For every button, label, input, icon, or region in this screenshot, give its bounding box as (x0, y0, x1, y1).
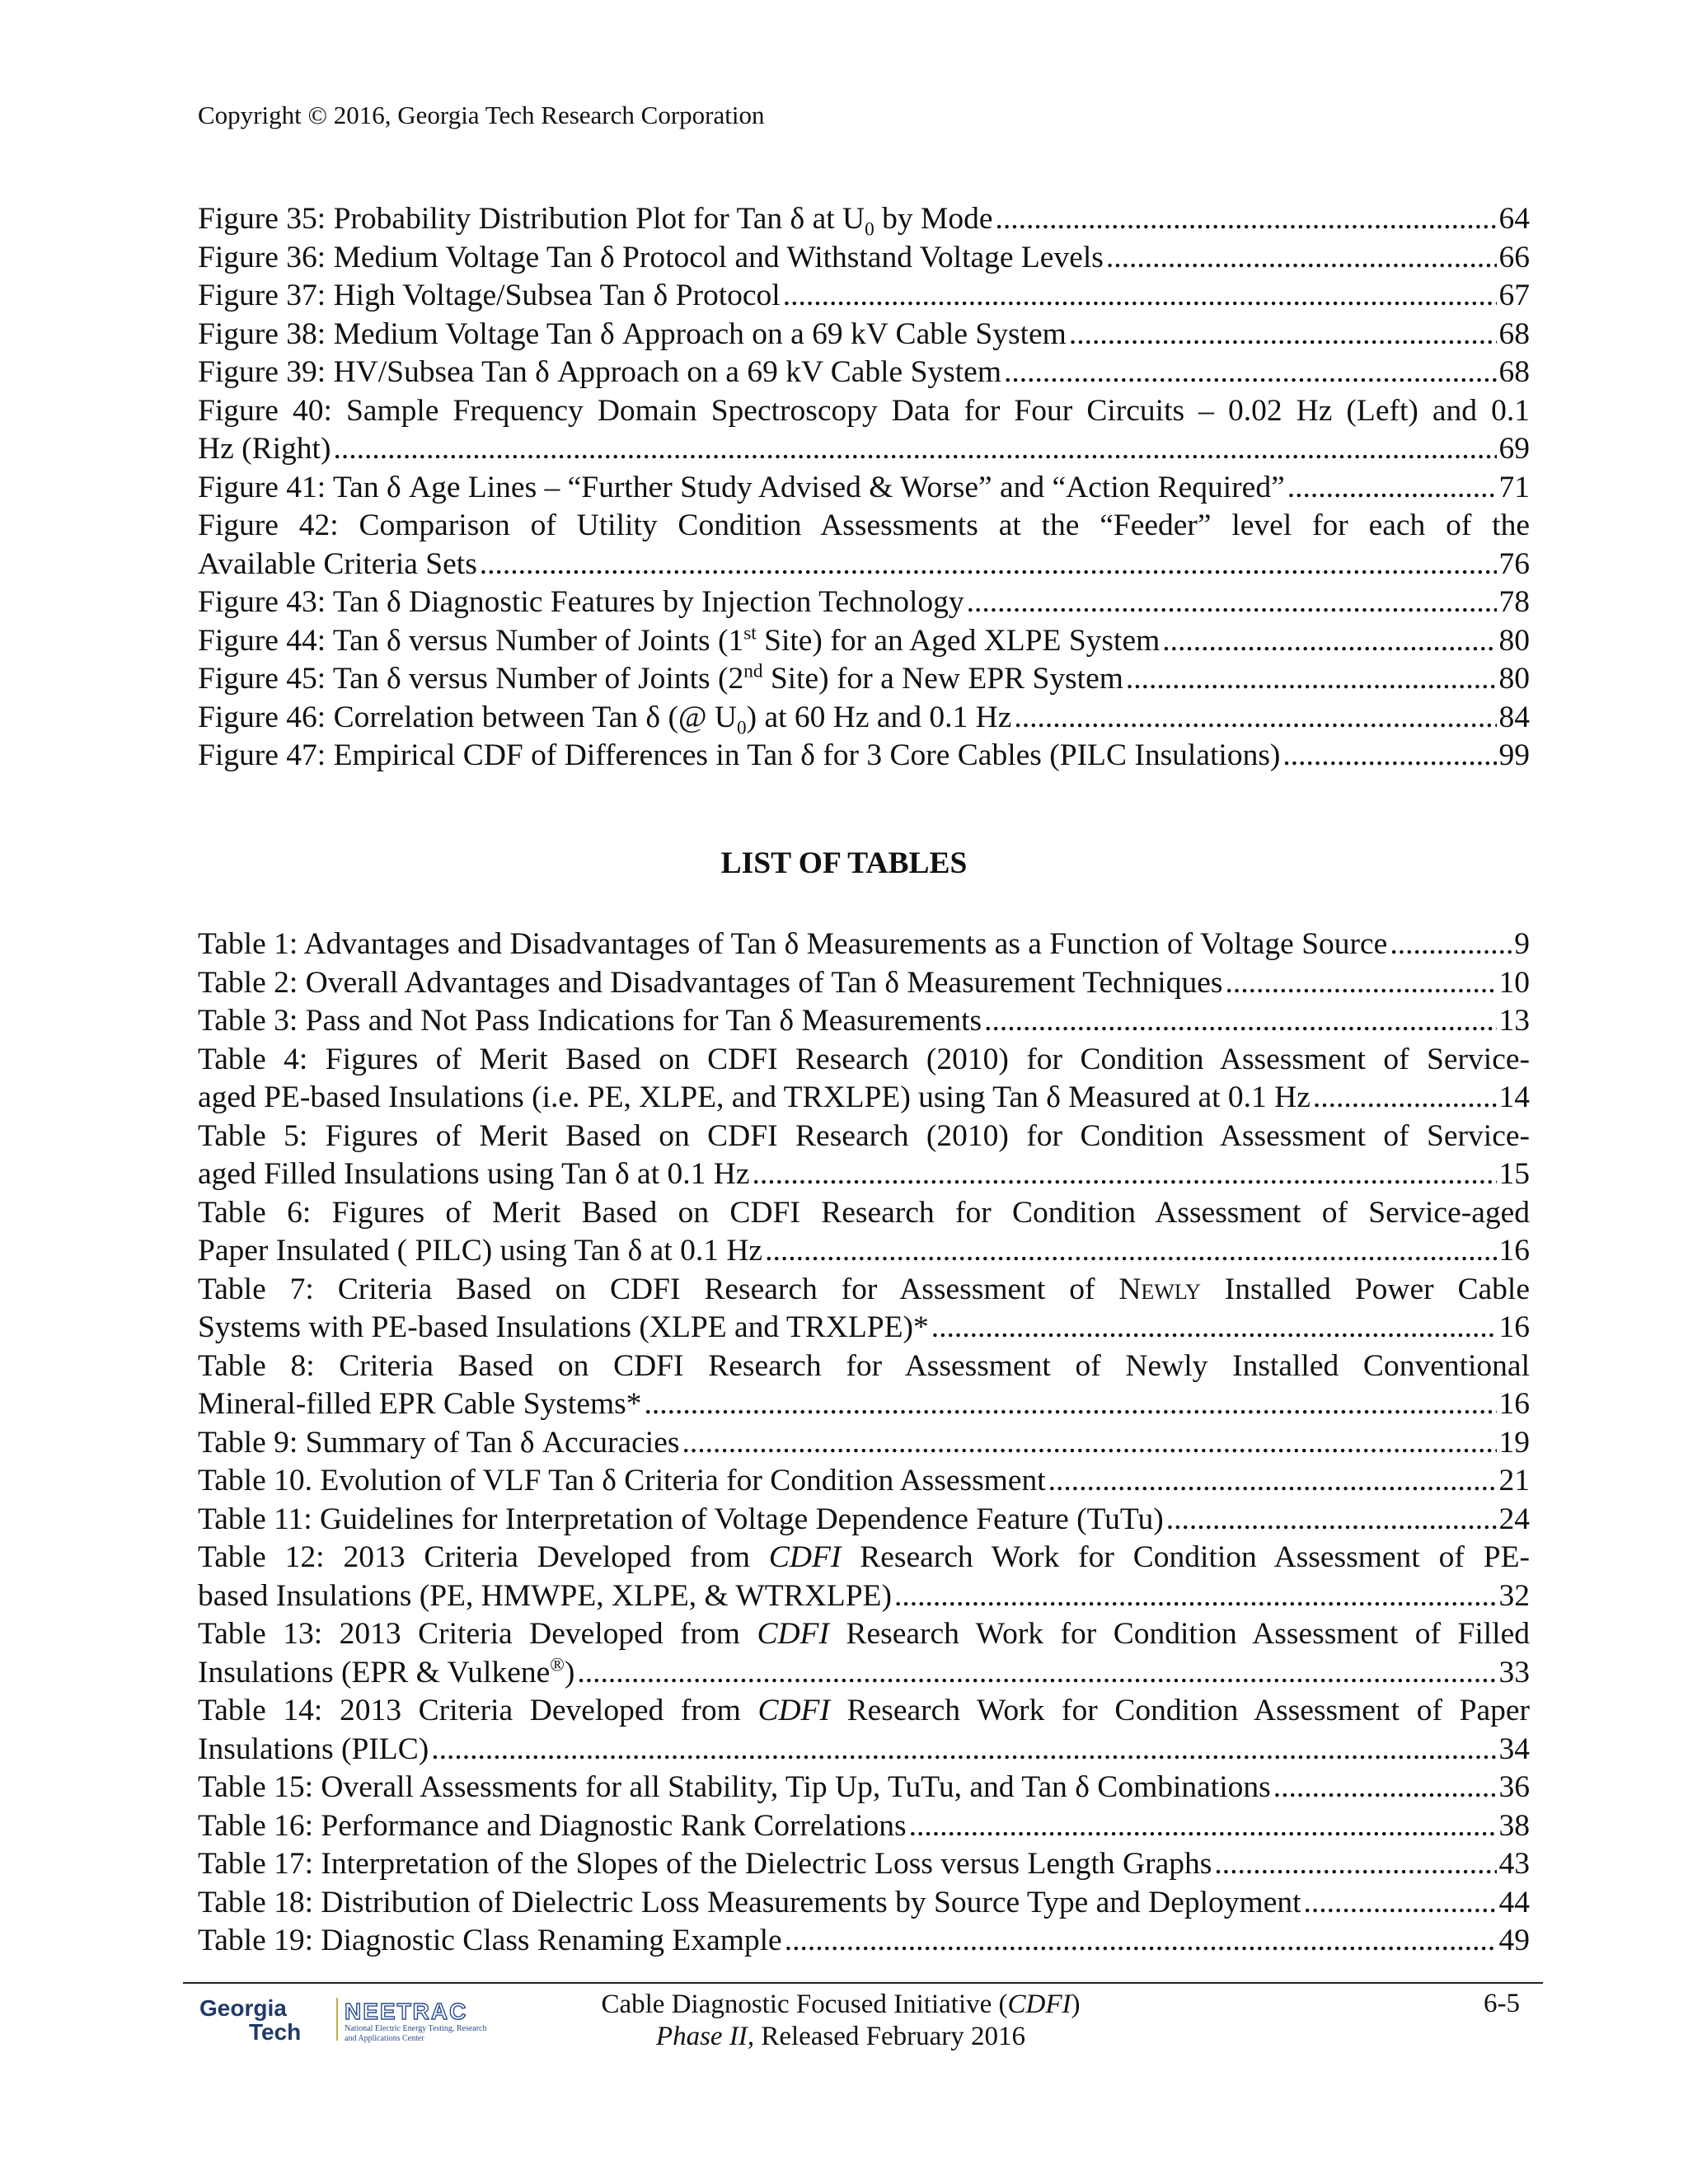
toc-entry-table-5[interactable] (198, 1118, 1530, 1194)
entry-title: Figure 38: Medium Voltage Tan δ Approach on a 69 kV Cable System (198, 316, 1067, 351)
leader-dots (752, 1155, 1496, 1194)
entry-title: aged PE-based Insulations (i.e. PE, XLPE, and TRXLPE) using Tan δ Measured at 0.1 Hz (198, 1080, 1311, 1114)
toc-entry-table-8[interactable] (198, 1347, 1530, 1424)
toc-entry-table-7[interactable] (198, 1271, 1530, 1347)
page-number: 33 (1498, 1655, 1530, 1690)
leader-dots (333, 430, 1496, 469)
toc-entry-table-6[interactable] (198, 1194, 1530, 1271)
entry-title: Table 14: 2013 Criteria Developed from CDFI Research Work for Condition Assessment of Paper (198, 1694, 1530, 1727)
footer-page-number: 6-5 (1484, 1989, 1520, 2018)
list-of-figures (198, 200, 1530, 776)
leader-dots (1014, 699, 1496, 738)
toc-entry-table-16[interactable] (198, 1807, 1530, 1846)
leader-dots (1273, 1769, 1497, 1807)
svg-text:and Applications Center: and Applications Center (345, 2034, 424, 2043)
toc-entry-table-4[interactable] (198, 1041, 1530, 1118)
page-number: 68 (1498, 355, 1530, 389)
toc-entry-figure-47[interactable] (198, 737, 1530, 776)
entry-title: Hz (Right) (198, 432, 331, 466)
leader-dots (931, 1309, 1497, 1347)
entry-title: Table 6: Figures of Merit Based on CDFI Research for Condition Assessment of Service-aged (198, 1195, 1530, 1230)
entry-title: Table 18: Distribution of Dielectric Loss Measurements by Source Type and Deployment (198, 1885, 1301, 1919)
leader-dots (682, 1424, 1496, 1463)
leader-dots (1225, 964, 1496, 1003)
entry-title: Table 16: Performance and Diagnostic Rank Correlations (198, 1808, 907, 1843)
toc-entry-figure-37[interactable] (198, 277, 1530, 316)
toc-entry-table-15[interactable] (198, 1769, 1530, 1807)
entry-title: Table 11: Guidelines for Interpretation of Voltage Dependence Feature (TuTu) (198, 1502, 1164, 1536)
entry-title: Table 7: Criteria Based on CDFI Research for Assessment of Newly Installed Power Cable (198, 1272, 1530, 1306)
page-number: 80 (1498, 623, 1530, 658)
leader-dots (765, 1232, 1496, 1271)
entry-title: Figure 47: Empirical CDF of Differences in Tan δ for 3 Core Cables (PILC Insulations) (198, 738, 1281, 772)
entry-title: Insulations (PILC) (198, 1732, 429, 1766)
toc-entry-figure-35[interactable] (198, 200, 1530, 239)
entry-title: Table 3: Pass and Not Pass Indications for Tan δ Measurements (198, 1004, 982, 1038)
entry-title: Systems with PE-based Insulations (XLPE and TRXLPE)* (198, 1310, 929, 1344)
page-number: 19 (1498, 1425, 1530, 1460)
toc-entry-table-2[interactable] (198, 964, 1530, 1003)
toc-entry-table-17[interactable] (198, 1845, 1530, 1884)
entry-title: Table 10. Evolution of VLF Tan δ Criteria for Condition Assessment (198, 1464, 1046, 1497)
leader-dots (577, 1654, 1496, 1693)
toc-entry-figure-44[interactable] (198, 622, 1530, 661)
toc-entry-figure-39[interactable] (198, 354, 1530, 392)
entry-title: Figure 43: Tan δ Diagnostic Features by Injection Technology (198, 585, 964, 619)
toc-entry-table-9[interactable] (198, 1424, 1530, 1463)
page-number: 32 (1498, 1578, 1530, 1613)
entry-title: Figure 46: Correlation between Tan δ (@ $U_0$) at 60 Hz and 0.1 Hz (198, 700, 1012, 737)
leader-dots (644, 1385, 1496, 1424)
copyright-header: Copyright © 2016, Georgia Tech Research Corporation (198, 101, 765, 129)
leader-dots (894, 1577, 1497, 1616)
leader-dots (1282, 737, 1496, 776)
entry-title: Figure 44: Tan δ versus Number of Joints (1st Site) for an Aged XLPE System (198, 622, 1160, 658)
page-number: 36 (1498, 1770, 1530, 1804)
page-number: 10 (1498, 965, 1530, 1000)
entry-title: Figure 36: Medium Voltage Tan δ Protocol and Withstand Voltage Levels (198, 240, 1104, 274)
leader-dots (783, 277, 1497, 316)
page-number: 16 (1498, 1234, 1530, 1268)
page-number: 76 (1498, 546, 1530, 581)
page-number: 16 (1498, 1310, 1530, 1344)
entry-title: Table 2: Overall Advantages and Disadvantages of Tan δ Measurement Techniques (198, 965, 1223, 1000)
svg-text:National Electric Energy Testi: National Electric Energy Testing, Research (345, 2024, 487, 2033)
toc-entry-figure-36[interactable] (198, 239, 1530, 278)
page-number: 69 (1498, 432, 1530, 466)
page-number: 67 (1498, 279, 1530, 312)
page-number: 84 (1498, 700, 1530, 734)
entry-title: Table 13: 2013 Criteria Developed from CDFI Research Work for Condition Assessment of Filled (198, 1617, 1530, 1651)
toc-entry-table-19[interactable] (198, 1922, 1530, 1961)
entry-title: Table 8: Criteria Based on CDFI Research for Assessment of Newly Installed Conventional (198, 1348, 1530, 1383)
entry-title: based Insulations (PE, HMWPE, XLPE, & WTRXLPE) (198, 1578, 892, 1613)
toc-entry-figure-42[interactable] (198, 507, 1530, 583)
leader-dots (480, 546, 1497, 584)
page-number: 43 (1498, 1847, 1530, 1881)
page-number: 78 (1498, 585, 1530, 619)
entry-title: Paper Insulated ( PILC) using Tan δ at 0.1 Hz (198, 1234, 763, 1268)
page-number: 14 (1498, 1080, 1530, 1114)
entry-title: Table 17: Interpretation of the Slopes of the Dielectric Loss versus Length Graphs (198, 1847, 1212, 1881)
entry-title: aged Filled Insulations using Tan δ at 0.1 Hz (198, 1157, 750, 1191)
entry-title: Table 12: 2013 Criteria Developed from CDFI Research Work for Condition Assessment of PE- (198, 1540, 1530, 1574)
leader-dots (909, 1807, 1497, 1846)
leader-dots (967, 583, 1497, 622)
leader-dots (995, 200, 1496, 239)
toc-entry-figure-41[interactable] (198, 469, 1530, 508)
toc-entry-table-1[interactable] (198, 926, 1530, 964)
entry-title: Mineral-filled EPR Cable Systems* (198, 1387, 642, 1421)
page-number: 68 (1498, 316, 1530, 351)
entry-title: Table 1: Advantages and Disadvantages of Tan δ Measurements as a Function of Voltage Source (198, 927, 1388, 961)
entry-title: Table 15: Overall Assessments for all Stability, Tip Up, TuTu, and Tan δ Combinations (198, 1770, 1271, 1804)
list-of-tables (198, 926, 1530, 1961)
footer-line-1: Cable Diagnostic Focused Initiative (CDFI) (601, 1990, 1081, 2019)
entry-title: Available Criteria Sets (198, 546, 477, 581)
entry-title: Figure 40: Sample Frequency Domain Spectroscopy Data for Four Circuits – 0.02 Hz (Left) and 0.1 (198, 393, 1530, 428)
page-number: 24 (1498, 1502, 1530, 1536)
page-number: 9 (1514, 927, 1530, 961)
leader-dots (1214, 1845, 1496, 1884)
leader-dots (1126, 660, 1497, 699)
leader-dots (1166, 1501, 1497, 1540)
leader-dots (1287, 469, 1497, 508)
toc-entry-figure-38[interactable] (198, 316, 1530, 354)
page-number: 80 (1498, 662, 1530, 696)
toc-entry-table-3[interactable] (198, 1002, 1530, 1041)
list-of-tables-heading: LIST OF TABLES (720, 846, 968, 880)
leader-dots (1048, 1462, 1497, 1501)
footer-title (528, 1989, 1154, 2053)
entry-title: Figure 41: Tan δ Age Lines – “Further Study Advised & Worse” and “Action Required” (198, 470, 1285, 504)
footer-line-2: Phase II, Released February 2016 (655, 2022, 1026, 2051)
toc-entry-figure-45[interactable] (198, 660, 1530, 699)
entry-title: Figure 42: Comparison of Utility Condition Assessments at the “Feeder” level for each of the (198, 509, 1530, 542)
page-number: 44 (1498, 1885, 1530, 1919)
toc-entry-table-12[interactable] (198, 1539, 1530, 1615)
entry-title: Table 5: Figures of Merit Based on CDFI Research (2010) for Condition Assessment of Service- (198, 1118, 1530, 1153)
leader-dots (1313, 1079, 1497, 1118)
toc-entry-table-14[interactable] (198, 1692, 1530, 1769)
footer-divider (183, 1982, 1543, 1984)
svg-text:NEETRAC: NEETRAC (345, 1999, 468, 2024)
page-number: 15 (1498, 1157, 1530, 1191)
page-number: 71 (1498, 470, 1530, 504)
leader-dots (1004, 354, 1497, 392)
leader-dots (1162, 622, 1496, 661)
entry-title: Figure 37: High Voltage/Subsea Tan δ Protocol (198, 279, 781, 312)
leader-dots (431, 1731, 1496, 1769)
page-number: 16 (1498, 1387, 1530, 1421)
entry-title: Table 9: Summary of Tan δ Accuracies (198, 1425, 680, 1460)
page-number: 64 (1498, 202, 1530, 236)
toc-entry-figure-40[interactable] (198, 392, 1530, 469)
entry-title: Figure 35: Probability Distribution Plot for Tan δ at $U_0$ by Mode (198, 202, 993, 239)
leader-dots (1106, 239, 1497, 278)
page-number: 49 (1498, 1924, 1530, 1957)
entry-title: Figure 45: Tan δ versus Number of Joints (2nd Site) for a New EPR System (198, 660, 1123, 696)
toc-entry-table-13[interactable] (198, 1615, 1530, 1692)
page-number: 38 (1498, 1808, 1530, 1843)
page-number: 34 (1498, 1732, 1530, 1766)
page-number: 13 (1498, 1004, 1530, 1038)
toc-entry-table-11[interactable] (198, 1501, 1530, 1540)
page-number: 99 (1498, 738, 1530, 772)
svg-text:Tech: Tech (249, 2019, 302, 2044)
toc-entry-table-10[interactable] (198, 1462, 1530, 1501)
leader-dots (785, 1922, 1497, 1961)
leader-dots (1304, 1884, 1497, 1923)
svg-text:Georgia: Georgia (199, 1995, 287, 2021)
toc-entry-figure-43[interactable] (198, 583, 1530, 622)
toc-entry-table-18[interactable] (198, 1884, 1530, 1923)
entry-title: Table 4: Figures of Merit Based on CDFI Research (2010) for Condition Assessment of Service- (198, 1042, 1530, 1076)
page-number: 21 (1498, 1464, 1530, 1497)
leader-dots (1390, 926, 1512, 964)
entry-title: Insulations (EPR & Vulkene®) (198, 1654, 575, 1690)
leader-dots (984, 1002, 1496, 1041)
page-number: 66 (1498, 240, 1530, 274)
entry-title: Figure 39: HV/Subsea Tan δ Approach on a 69 kV Cable System (198, 355, 1001, 389)
leader-dots (1069, 316, 1497, 354)
georgia-tech-neetrac-logo (198, 1994, 544, 2044)
entry-title: Table 19: Diagnostic Class Renaming Example (198, 1924, 782, 1957)
toc-entry-figure-46[interactable] (198, 699, 1530, 738)
